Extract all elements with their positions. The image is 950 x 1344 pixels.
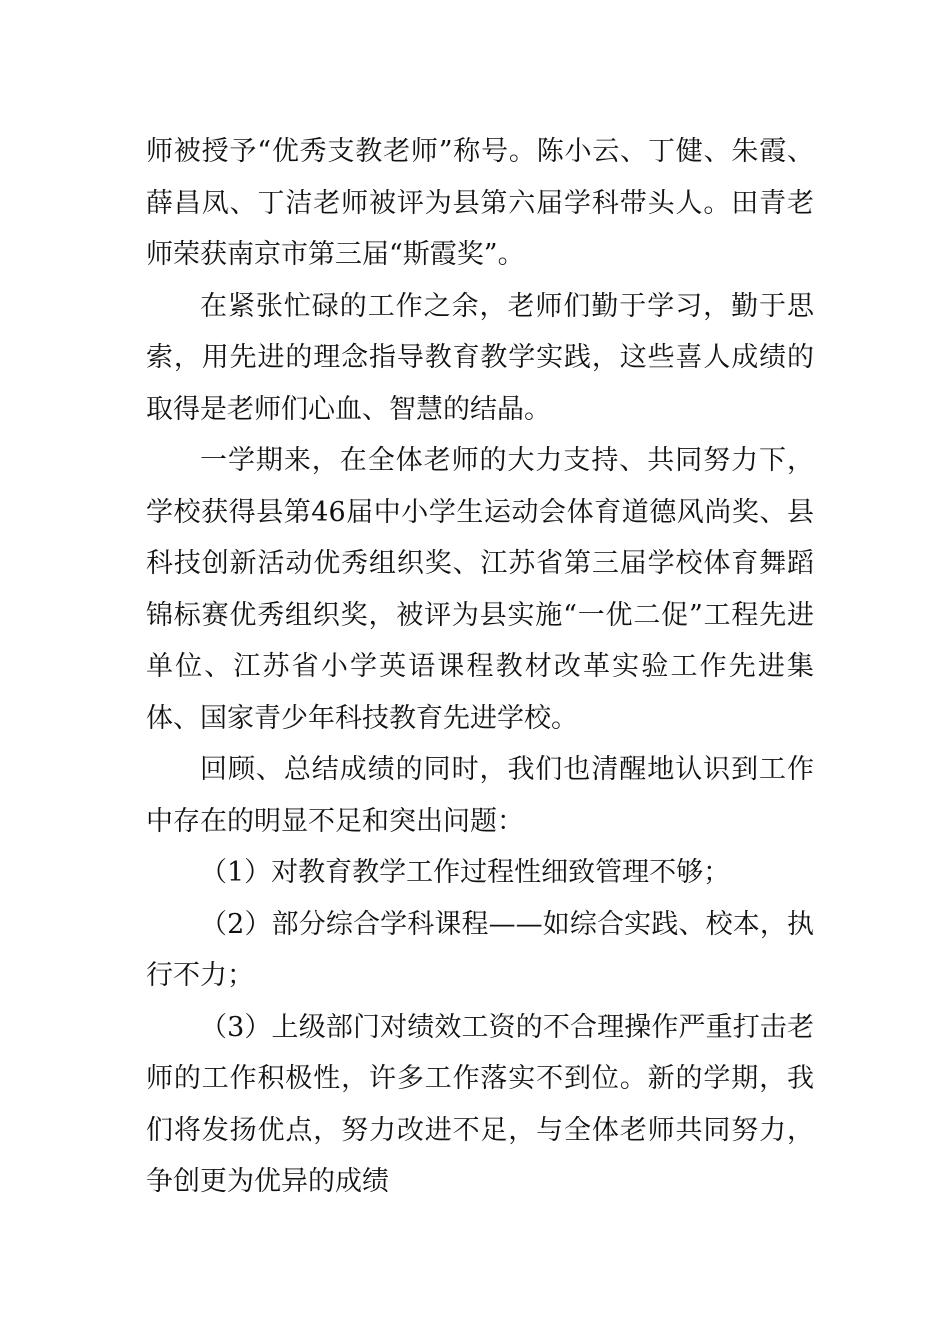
- paragraph-school-honors: 一学期来，在全体老师的大力支持、共同努力下，学校获得县第46届中小学生运动会体育道德风尚奖、县科技创新活动优秀组织奖、江苏省第三届学校体育舞蹈锦标赛优秀组织奖，被评为县实施“一优二促”工程先进单位、江苏省小学英语课程教材改革实验工作先进集体、国家青少年科技教育先进学校。: [146, 445, 814, 734]
- paragraph-awards-continued: 师被授予“优秀支教老师”称号。陈小云、丁健、朱霞、薛昌凤、丁洁老师被评为县第六届学科带头人。田青老师荣获南京市第三届“斯霞奖”。: [146, 136, 814, 270]
- issue-item-3: （3）上级部门对绩效工资的不合理操作严重打击老师的工作积极性，许多工作落实不到位。新的学期，我们将发扬优点，努力改进不足，与全体老师共同努力，争创更为优异的成绩: [146, 1011, 814, 1197]
- issue-item-2: （2）部分综合学科课程——如综合实践、校本，执行不力；: [146, 908, 814, 991]
- document-body: [146, 126, 814, 1208]
- paragraph-teacher-study: 在紧张忙碌的工作之余，老师们勤于学习，勤于思索，用先进的理念指导教育教学实践，这些喜人成绩的取得是老师们心血、智慧的结晶。: [146, 290, 814, 425]
- issue-item-1: （1）对教育教学工作过程性细致管理不够；: [200, 857, 731, 888]
- paragraph-review-intro: 回顾、总结成绩的同时，我们也清醒地认识到工作中存在的明显不足和突出问题：: [146, 754, 814, 837]
